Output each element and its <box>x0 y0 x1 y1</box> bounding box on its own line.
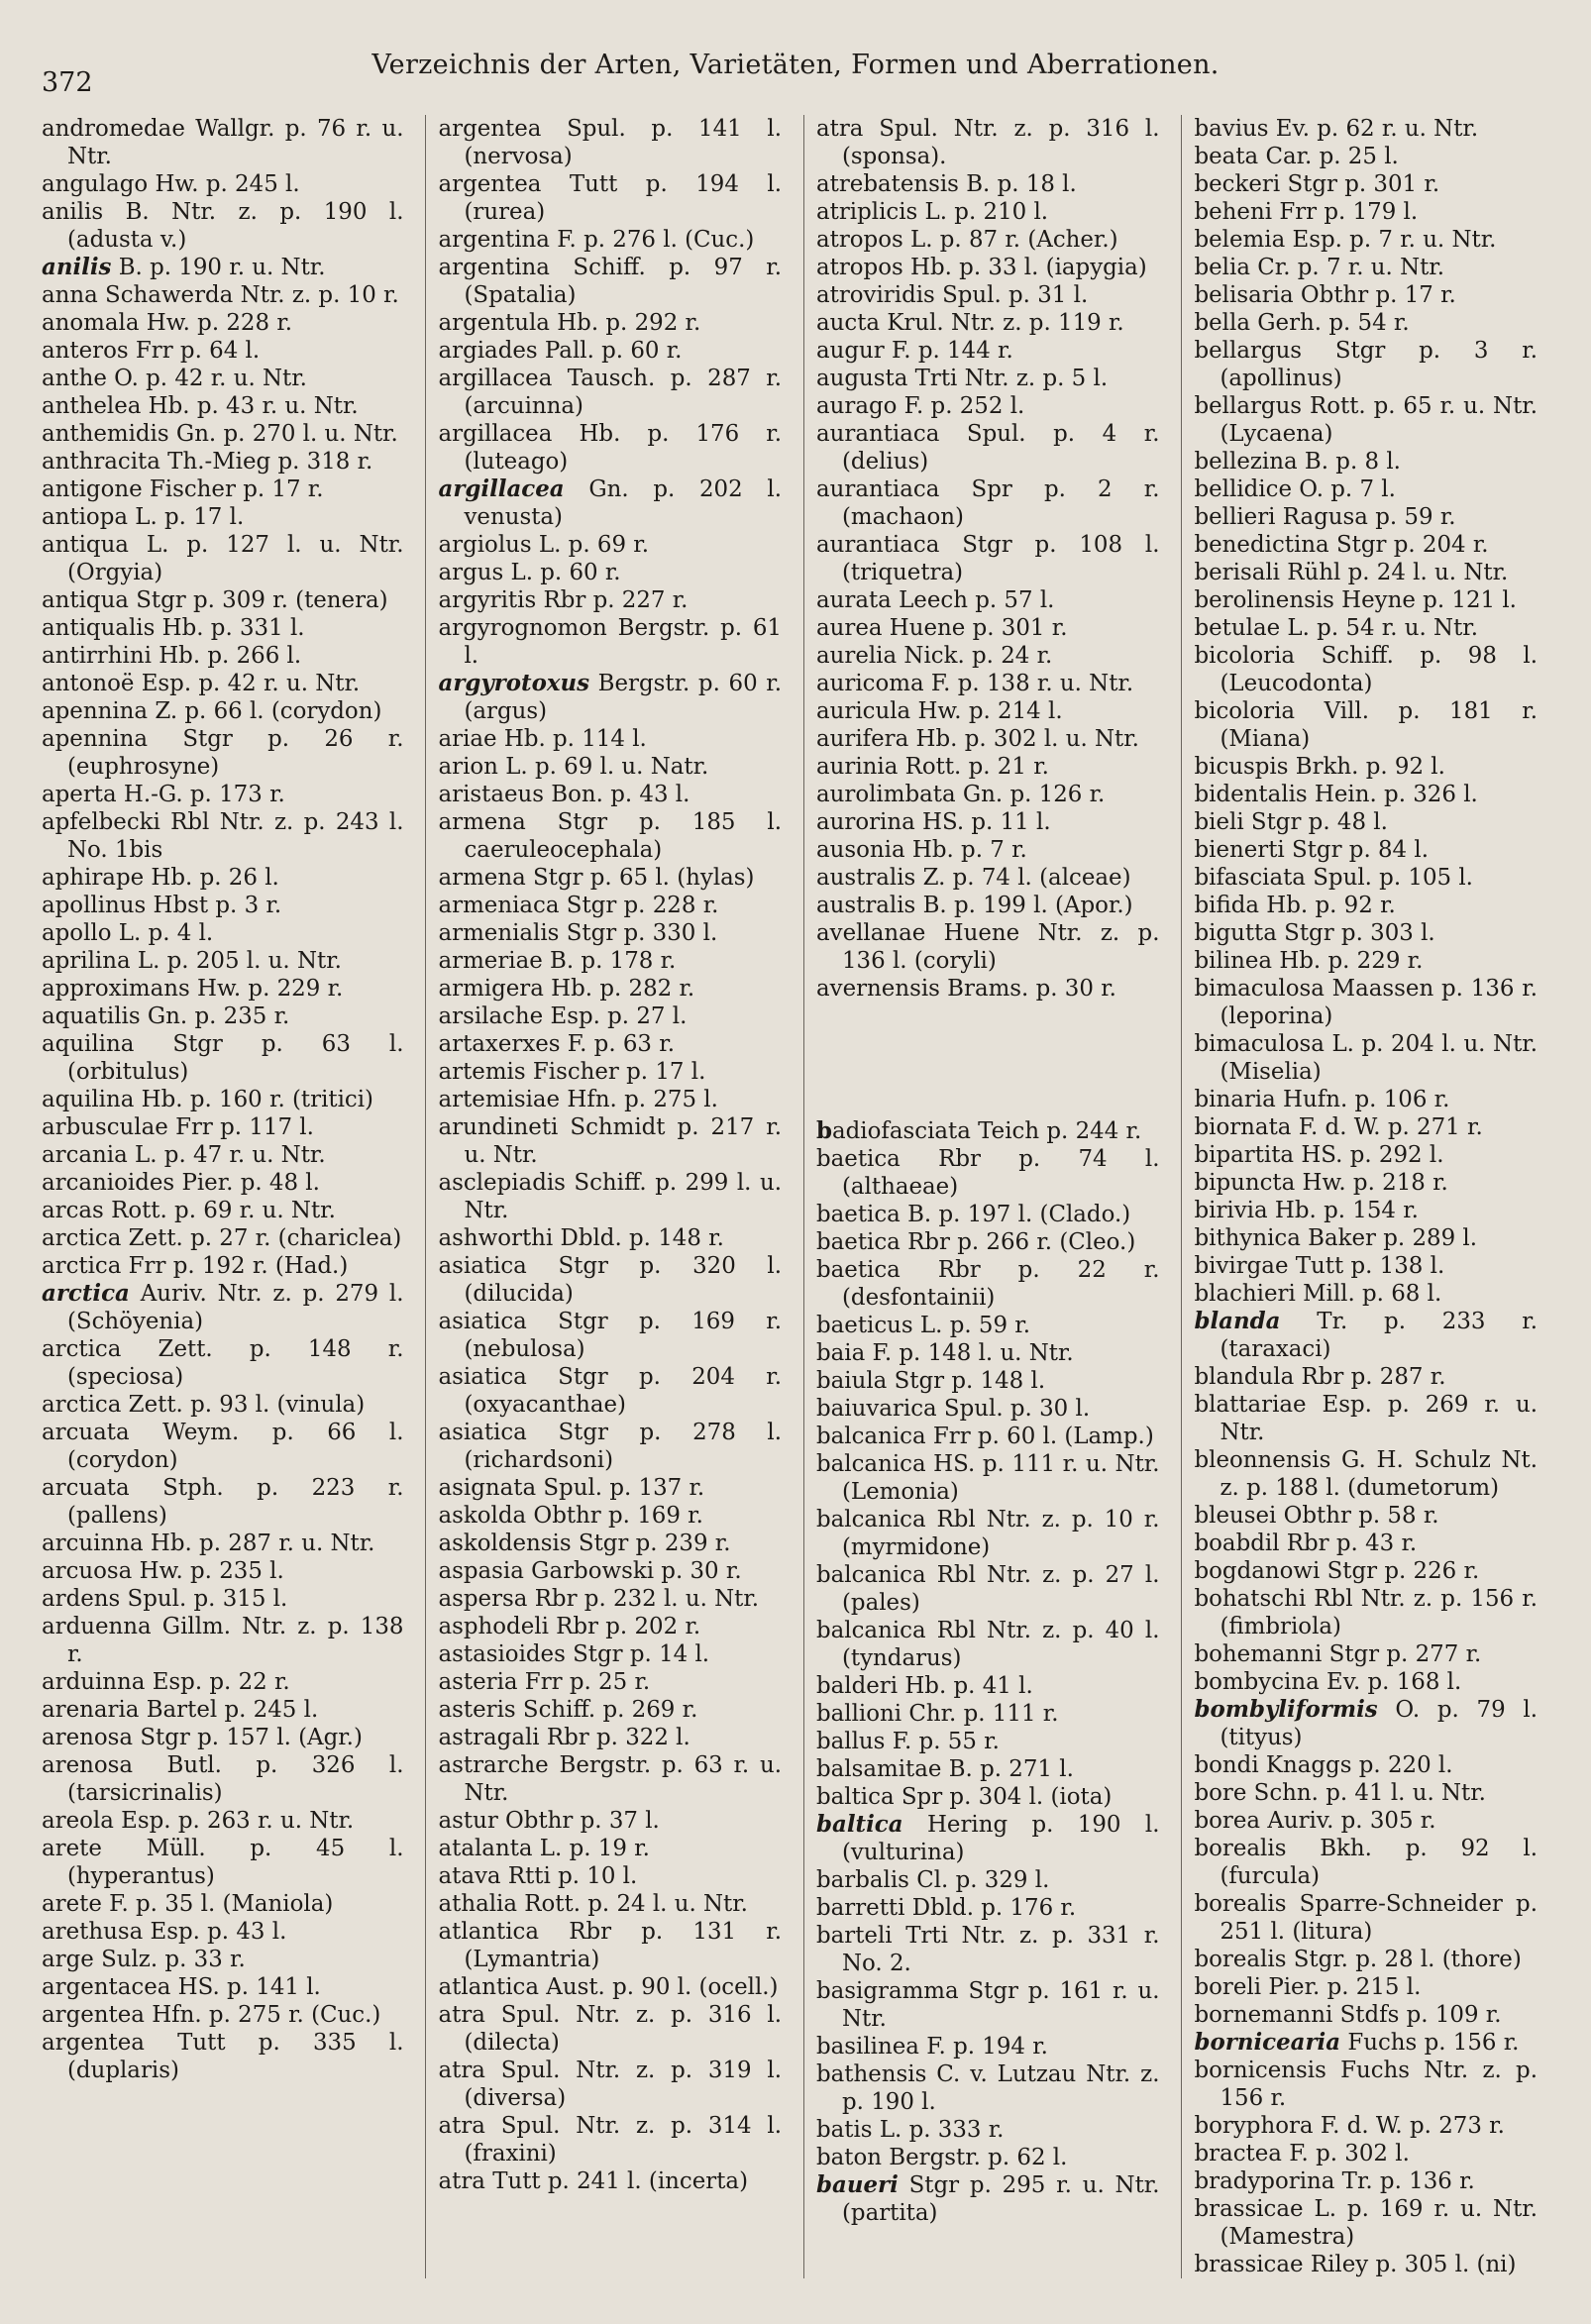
index-entry: beata Car. p. 25 l. <box>1194 144 1399 169</box>
index-entry: andromedae Wallgr. p. 76 r. u. Ntr. <box>42 116 404 169</box>
index-entry: australis Z. p. 74 l. (alceae) <box>815 865 1131 891</box>
index-entry: arenosa Stgr p. 157 l. (Agr.) <box>42 1725 363 1750</box>
index-entry: bleonnensis G. H. Schulz Nt. z. p. 188 l. (dumetorum) <box>1194 1447 1538 1501</box>
index-entry: balsamitae B. p. 271 l. <box>815 1756 1074 1782</box>
index-entry: atra Spul. Ntr. z. p. 319 l. (diversa) <box>438 2058 782 2111</box>
index-columns <box>40 115 1551 2278</box>
index-entry: armena Stgr p. 65 l. (hylas) <box>438 865 755 891</box>
index-entry: aprilina L. p. 205 l. u. Ntr. <box>42 948 342 974</box>
index-entry: anthelea Hb. p. 43 r. u. Ntr. <box>42 393 359 419</box>
index-entry: aperta H.-G. p. 173 r. <box>42 782 285 807</box>
index-entry: armeriae B. p. 178 r. <box>438 948 677 974</box>
index-entry: aquilina Stgr p. 63 l. (orbitulus) <box>42 1031 404 1085</box>
index-entry: aurorina HS. p. 11 l. <box>815 809 1051 835</box>
index-entry: argyrotoxus Bergstr. p. 60 r. (argus) <box>438 670 782 724</box>
index-entry: argus L. p. 60 r. <box>438 560 621 585</box>
index-entry: anomala Hw. p. 228 r. <box>42 310 293 336</box>
index-entry: antiqua Stgr p. 309 r. (tenera) <box>42 587 388 613</box>
index-entry: artemis Fischer p. 17 l. <box>438 1059 706 1085</box>
index-entry: asteris Schiff. p. 269 r. <box>438 1697 698 1723</box>
index-entry: basigramma Stgr p. 161 r. u. Ntr. <box>815 1978 1160 2032</box>
index-entry: anthemidis Gn. p. 270 l. u. Ntr. <box>42 421 398 447</box>
index-entry: atra Spul. Ntr. z. p. 316 l. (dilecta) <box>438 2002 782 2056</box>
index-entry: bellargus Stgr p. 3 r. (apollinus) <box>1194 338 1538 391</box>
index-entry: auricula Hw. p. 214 l. <box>815 698 1063 724</box>
index-entry: avellanae Huene Ntr. z. p. 136 l. (coryli) <box>815 920 1160 974</box>
index-entry: argillacea Hb. p. 176 r. (luteago) <box>438 421 782 475</box>
index-entry: atlantica Aust. p. 90 l. (ocell.) <box>438 1974 779 2000</box>
index-entry: bellezina B. p. 8 l. <box>1194 449 1401 475</box>
index-entry: arctica Zett. p. 27 r. (chariclea) <box>42 1225 402 1251</box>
index-entry: apennina Z. p. 66 l. (corydon) <box>42 698 382 724</box>
index-entry: aucta Krul. Ntr. z. p. 119 r. <box>815 310 1124 336</box>
index-entry: asignata Spul. p. 137 r. <box>438 1475 705 1501</box>
index-entry: baiuvarica Spul. p. 30 l. <box>815 1396 1091 1422</box>
index-entry: argentacea HS. p. 141 l. <box>42 1974 321 2000</box>
index-entry: baeticus L. p. 59 r. <box>815 1313 1031 1338</box>
index-entry: armigera Hb. p. 282 r. <box>438 976 695 1002</box>
index-entry: baetica Rbr p. 74 l. (althaeae) <box>815 1146 1160 1200</box>
index-entry: bithynica Baker p. 289 l. <box>1194 1225 1478 1251</box>
index-entry: biornata F. d. W. p. 271 r. <box>1194 1114 1483 1140</box>
index-entry: asiatica Stgr p. 204 r. (oxyacanthae) <box>438 1364 782 1418</box>
index-entry: antirrhini Hb. p. 266 l. <box>42 643 302 669</box>
index-entry: atava Rtti p. 10 l. <box>438 1863 638 1889</box>
index-entry: bavius Ev. p. 62 r. u. Ntr. <box>1194 116 1479 142</box>
index-entry: baetica Rbr p. 22 r. (desfontainii) <box>815 1257 1160 1311</box>
index-entry: argentea Tutt p. 335 l. (duplaris) <box>42 2030 404 2083</box>
column-1 <box>40 115 417 2278</box>
index-entry: argyritis Rbr p. 227 r. <box>438 587 689 613</box>
index-entry: bicoloria Schiff. p. 98 l. (Leucodonta) <box>1194 643 1538 696</box>
index-entry: aurelia Nick. p. 24 r. <box>815 643 1053 669</box>
index-entry: aurago F. p. 252 l. <box>815 393 1025 419</box>
index-entry: arcuosa Hw. p. 235 l. <box>42 1558 284 1584</box>
index-entry: ariae Hb. p. 114 l. <box>438 726 647 752</box>
index-entry: argentula Hb. p. 292 r. <box>438 310 701 336</box>
index-entry: arundineti Schmidt p. 217 r. u. Ntr. <box>438 1114 782 1168</box>
index-entry: apfelbecki Rbl Ntr. z. p. 243 l. No. 1bis <box>42 809 404 863</box>
index-entry: aphirape Hb. p. 26 l. <box>42 865 279 891</box>
index-entry: angulago Hw. p. 245 l. <box>42 171 300 197</box>
index-entry: aurantiaca Spul. p. 4 r. (delius) <box>815 421 1160 475</box>
index-entry: augur F. p. 144 r. <box>815 338 1013 364</box>
index-entry: atropos Hb. p. 33 l. (iapygia) <box>815 255 1147 280</box>
index-entry: armeniaca Stgr p. 228 r. <box>438 893 719 918</box>
index-entry: badiofasciata Teich p. 244 r. <box>815 1117 1142 1144</box>
index-entry: ashworthi Dbld. p. 148 r. <box>438 1225 724 1251</box>
index-entry: augusta Trti Ntr. z. p. 5 l. <box>815 366 1109 391</box>
index-entry: aurantiaca Spr p. 2 r. (machaon) <box>815 476 1160 530</box>
index-entry: barretti Dbld. p. 176 r. <box>815 1895 1077 1921</box>
index-entry: balcanica Rbl Ntr. z. p. 10 r. (myrmidone) <box>815 1507 1160 1560</box>
index-entry: aurolimbata Gn. p. 126 r. <box>815 782 1106 807</box>
index-entry: belemia Esp. p. 7 r. u. Ntr. <box>1194 227 1497 253</box>
index-entry: atra Spul. Ntr. z. p. 314 l. (fraxini) <box>438 2113 782 2166</box>
index-entry: barteli Trti Ntr. z. p. 331 r. No. 2. <box>815 1923 1160 1976</box>
index-entry: argentea Hfn. p. 275 r. (Cuc.) <box>42 2002 381 2028</box>
index-entry: astrarche Bergstr. p. 63 r. u. Ntr. <box>438 1752 782 1806</box>
index-entry: blandula Rbr p. 287 r. <box>1194 1364 1446 1390</box>
index-entry: belia Cr. p. 7 r. u. Ntr. <box>1194 255 1444 280</box>
index-entry: bohatschi Rbl Ntr. z. p. 156 r. (fimbriola) <box>1194 1586 1538 1639</box>
index-entry: bleusei Obthr p. 58 r. <box>1194 1503 1439 1529</box>
index-entry: aquatilis Gn. p. 235 r. <box>42 1004 290 1029</box>
index-entry: askoldensis Stgr p. 239 r. <box>438 1531 731 1556</box>
index-entry: berolinensis Heyne p. 121 l. <box>1194 587 1517 613</box>
index-entry: arenosa Butl. p. 326 l. (tarsicrinalis) <box>42 1752 404 1806</box>
index-entry: anthe O. p. 42 r. u. Ntr. <box>42 366 307 391</box>
index-entry: arete F. p. 35 l. (Maniola) <box>42 1891 334 1917</box>
index-entry: antonoë Esp. p. 42 r. u. Ntr. <box>42 671 361 696</box>
index-entry: borealis Sparre-Schneider p. 251 l. (litura) <box>1194 1891 1538 1945</box>
index-entry: argentea Tutt p. 194 l. (rurea) <box>438 171 782 225</box>
index-entry: baltica Spr p. 304 l. (iota) <box>815 1784 1113 1810</box>
index-entry: blachieri Mill. p. 68 l. <box>1194 1281 1442 1307</box>
index-entry: anthracita Th.-Mieg p. 318 r. <box>42 449 373 475</box>
index-entry: arduinna Esp. p. 22 r. <box>42 1669 290 1695</box>
index-entry: anilis B. p. 190 r. u. Ntr. <box>42 254 326 280</box>
index-entry: asiatica Stgr p. 169 r. (nebulosa) <box>438 1309 782 1362</box>
column-2 <box>425 115 796 2278</box>
index-entry: aurata Leech p. 57 l. <box>815 587 1055 613</box>
index-entry: atropos L. p. 87 r. (Acher.) <box>815 227 1118 253</box>
index-entry: aurantiaca Stgr p. 108 l. (triquetra) <box>815 532 1160 585</box>
index-entry: brassicae L. p. 169 r. u. Ntr. (Mamestra) <box>1194 2196 1538 2250</box>
index-entry: bieli Stgr p. 48 l. <box>1194 809 1388 835</box>
index-entry: asphodeli Rbr p. 202 r. <box>438 1614 701 1639</box>
index-entry: bathensis C. v. Lutzau Ntr. z. p. 190 l. <box>815 2061 1160 2115</box>
column-4 <box>1181 115 1551 2278</box>
index-entry: anilis B. Ntr. z. p. 190 l. (adusta v.) <box>42 199 404 253</box>
page-header <box>40 50 1551 101</box>
index-entry: asteria Frr p. 25 r. <box>438 1669 651 1695</box>
index-entry: blattariae Esp. p. 269 r. u. Ntr. <box>1194 1392 1538 1445</box>
index-entry: arcuata Weym. p. 66 l. (corydon) <box>42 1420 404 1473</box>
index-entry: bimaculosa Maassen p. 136 r. (leporina) <box>1194 976 1538 1029</box>
index-entry: aspasia Garbowski p. 30 r. <box>438 1558 742 1584</box>
index-entry: askolda Obthr p. 169 r. <box>438 1503 703 1529</box>
index-entry: atriplicis L. p. 210 l. <box>815 199 1049 225</box>
index-entry: australis B. p. 199 l. (Apor.) <box>815 893 1133 918</box>
index-entry: anteros Frr p. 64 l. <box>42 338 261 364</box>
index-entry: athalia Rott. p. 24 l. u. Ntr. <box>438 1891 748 1917</box>
index-entry: arcuinna Hb. p. 287 r. u. Ntr. <box>42 1531 375 1556</box>
index-entry: basilinea F. p. 194 r. <box>815 2034 1048 2060</box>
index-entry: bombycina Ev. p. 168 l. <box>1194 1669 1462 1695</box>
index-entry: bellidice O. p. 7 l. <box>1194 476 1396 502</box>
index-entry: ballioni Chr. p. 111 r. <box>815 1701 1059 1727</box>
index-entry: boabdil Rbr p. 43 r. <box>1194 1531 1418 1556</box>
index-entry: bogdanowi Stgr p. 226 r. <box>1194 1558 1480 1584</box>
index-entry: antiqua L. p. 127 l. u. Ntr. (Orgyia) <box>42 532 404 585</box>
index-entry: aquilina Hb. p. 160 r. (tritici) <box>42 1087 373 1112</box>
index-entry: bornicensis Fuchs Ntr. z. p. 156 r. <box>1194 2058 1538 2111</box>
index-entry: arcuata Stph. p. 223 r. (pallens) <box>42 1475 404 1529</box>
index-entry: binaria Hufn. p. 106 r. <box>1194 1087 1450 1112</box>
index-entry: arenaria Bartel p. 245 l. <box>42 1697 319 1723</box>
index-entry: bimaculosa L. p. 204 l. u. Ntr. (Miselia) <box>1194 1031 1538 1085</box>
index-entry: baetica Rbr p. 266 r. (Cleo.) <box>815 1229 1136 1255</box>
index-entry: arion L. p. 69 l. u. Natr. <box>438 754 709 780</box>
index-entry: arctica Zett. p. 148 r. (speciosa) <box>42 1336 404 1390</box>
index-entry: bifasciata Spul. p. 105 l. <box>1194 865 1473 891</box>
index-entry: astasioides Stgr p. 14 l. <box>438 1641 710 1667</box>
index-entry: arsilache Esp. p. 27 l. <box>438 1004 688 1029</box>
index-entry: benedictina Stgr p. 204 r. <box>1194 532 1489 558</box>
index-entry: arbusculae Frr p. 117 l. <box>42 1114 314 1140</box>
index-entry: aristaeus Bon. p. 43 l. <box>438 782 690 807</box>
index-entry: balcanica HS. p. 111 r. u. Ntr. (Lemonia) <box>815 1451 1160 1505</box>
index-entry: bipartita HS. p. 292 l. <box>1194 1142 1444 1168</box>
index-entry: bifida Hb. p. 92 r. <box>1194 893 1396 918</box>
index-entry: beheni Frr p. 179 l. <box>1194 199 1419 225</box>
index-entry: asclepiadis Schiff. p. 299 l. u. Ntr. <box>438 1170 782 1223</box>
index-entry: arete Müll. p. 45 l. (hyperantus) <box>42 1836 404 1889</box>
index-entry: bractea F. p. 302 l. <box>1194 2141 1410 2166</box>
index-entry: arcania L. p. 47 r. u. Ntr. <box>42 1142 326 1168</box>
index-entry: batis L. p. 333 r. <box>815 2117 1005 2143</box>
index-entry: baueri Stgr p. 295 r. u. Ntr. (partita) <box>815 2171 1160 2226</box>
running-title: Verzeichnis der Arten, Varietäten, Formen und Aberrationen. <box>371 50 1220 80</box>
index-entry: ballus F. p. 55 r. <box>815 1729 1000 1754</box>
index-entry: argillacea Gn. p. 202 l. venusta) <box>438 475 782 530</box>
index-entry: baetica B. p. 197 l. (Clado.) <box>815 1202 1131 1227</box>
index-entry: arctica Frr p. 192 r. (Had.) <box>42 1253 349 1279</box>
page-number: 372 <box>42 67 93 98</box>
index-entry: aurea Huene p. 301 r. <box>815 615 1068 641</box>
index-entry: bellieri Ragusa p. 59 r. <box>1194 504 1456 530</box>
index-entry: borea Auriv. p. 305 r. <box>1194 1808 1436 1834</box>
index-entry: ardens Spul. p. 315 l. <box>42 1586 288 1612</box>
index-entry: bornemanni Stdfs p. 109 r. <box>1194 2002 1502 2028</box>
index-entry: auricoma F. p. 138 r. u. Ntr. <box>815 671 1134 696</box>
index-entry: artemisiae Hfn. p. 275 l. <box>438 1087 718 1112</box>
index-entry: astur Obthr p. 37 l. <box>438 1808 660 1834</box>
index-entry: argiolus L. p. 69 r. <box>438 532 649 558</box>
index-entry: borealis Bkh. p. 92 l. (furcula) <box>1194 1836 1538 1889</box>
index-entry: bondi Knaggs p. 220 l. <box>1194 1752 1453 1778</box>
index-entry: apennina Stgr p. 26 r. (euphrosyne) <box>42 726 404 780</box>
index-entry: blanda Tr. p. 233 r. (taraxaci) <box>1194 1308 1538 1362</box>
index-entry: asiatica Stgr p. 320 l. (dilucida) <box>438 1253 782 1307</box>
index-entry: arduenna Gillm. Ntr. z. p. 138 r. <box>42 1614 404 1667</box>
index-entry: baia F. p. 148 l. u. Ntr. <box>815 1340 1074 1366</box>
index-entry: bienerti Stgr p. 84 l. <box>1194 837 1429 863</box>
index-entry: aurifera Hb. p. 302 l. u. Ntr. <box>815 726 1139 752</box>
index-entry: bore Schn. p. 41 l. u. Ntr. <box>1194 1780 1486 1806</box>
index-entry: berisali Rühl p. 24 l. u. Ntr. <box>1194 560 1509 585</box>
column-3 <box>803 115 1174 2278</box>
index-entry: arethusa Esp. p. 43 l. <box>42 1919 287 1945</box>
index-entry: balcanica Rbl Ntr. z. p. 27 l. (pales) <box>815 1562 1160 1616</box>
index-entry: bicoloria Vill. p. 181 r. (Miana) <box>1194 698 1538 752</box>
index-entry: betulae L. p. 54 r. u. Ntr. <box>1194 615 1478 641</box>
index-entry: areola Esp. p. 263 r. u. Ntr. <box>42 1808 355 1834</box>
index-entry: bellargus Rott. p. 65 r. u. Ntr. (Lycaena) <box>1194 393 1538 447</box>
index-entry: approximans Hw. p. 229 r. <box>42 976 344 1002</box>
index-entry: bilinea Hb. p. 229 r. <box>1194 948 1424 974</box>
index-entry: arcanioides Pier. p. 48 l. <box>42 1170 320 1196</box>
index-entry: bidentalis Hein. p. 326 l. <box>1194 782 1478 807</box>
index-entry: antiopa L. p. 17 l. <box>42 504 245 530</box>
index-entry: atroviridis Spul. p. 31 l. <box>815 282 1089 308</box>
index-entry: atlantica Rbr p. 131 r. (Lymantria) <box>438 1919 782 1972</box>
index-entry: bombyliformis O. p. 79 l. (tityus) <box>1194 1696 1538 1750</box>
index-entry: artaxerxes F. p. 63 r. <box>438 1031 675 1057</box>
index-entry: bohemanni Stgr p. 277 r. <box>1194 1641 1482 1667</box>
index-entry: argentina F. p. 276 l. (Cuc.) <box>438 227 755 253</box>
index-entry: borealis Stgr. p. 28 l. (thore) <box>1194 1947 1522 1972</box>
index-entry: bornicearia Fuchs p. 156 r. <box>1194 2029 1520 2056</box>
index-entry: barbalis Cl. p. 329 l. <box>815 1867 1050 1893</box>
index-entry: arctica Auriv. Ntr. z. p. 279 l. (Schöyenia) <box>42 1280 404 1334</box>
index-entry: astragali Rbr p. 322 l. <box>438 1725 690 1750</box>
index-entry: argiades Pall. p. 60 r. <box>438 338 683 364</box>
index-entry: bipuncta Hw. p. 218 r. <box>1194 1170 1448 1196</box>
index-entry: balderi Hb. p. 41 l. <box>815 1673 1033 1699</box>
index-entry: bicuspis Brkh. p. 92 l. <box>1194 754 1445 780</box>
index-entry: armenialis Stgr p. 330 l. <box>438 920 718 946</box>
index-entry: atrebatensis B. p. 18 l. <box>815 171 1077 197</box>
index-entry: atalanta L. p. 19 r. <box>438 1836 650 1861</box>
index-entry: baiula Stgr p. 148 l. <box>815 1368 1046 1394</box>
index-entry: ausonia Hb. p. 7 r. <box>815 837 1027 863</box>
index-entry: asiatica Stgr p. 278 l. (richardsoni) <box>438 1420 782 1473</box>
index-entry: argentea Spul. p. 141 l. (nervosa) <box>438 116 782 169</box>
index-entry: boryphora F. d. W. p. 273 r. <box>1194 2113 1505 2139</box>
index-entry: avernensis Brams. p. 30 r. <box>815 976 1116 1002</box>
index-entry: antiqualis Hb. p. 331 l. <box>42 615 305 641</box>
index-entry: aspersa Rbr p. 232 l. u. Ntr. <box>438 1586 760 1612</box>
index-entry: apollinus Hbst p. 3 r. <box>42 893 282 918</box>
index-entry: balcanica Frr p. 60 l. (Lamp.) <box>815 1424 1154 1449</box>
index-entry: aurinia Rott. p. 21 r. <box>815 754 1049 780</box>
section-spacer <box>816 1018 1160 1102</box>
index-entry: brassicae Riley p. 305 l. (ni) <box>1194 2252 1517 2277</box>
index-entry: arge Sulz. p. 33 r. <box>42 1947 246 1972</box>
index-entry: antigone Fischer p. 17 r. <box>42 476 324 502</box>
index-entry: bradyporina Tr. p. 136 r. <box>1194 2168 1475 2194</box>
index-entry: apollo L. p. 4 l. <box>42 920 214 946</box>
index-entry: belisaria Obthr p. 17 r. <box>1194 282 1456 308</box>
index-entry: argyrognomon Bergstr. p. 61 l. <box>438 615 782 669</box>
index-entry: arctica Zett. p. 93 l. (vinula) <box>42 1392 366 1418</box>
index-entry: boreli Pier. p. 215 l. <box>1194 1974 1422 2000</box>
index-entry: birivia Hb. p. 154 r. <box>1194 1198 1419 1223</box>
index-entry: argentina Schiff. p. 97 r. (Spatalia) <box>438 255 782 308</box>
index-entry: armena Stgr p. 185 l. caeruleocephala) <box>438 809 782 863</box>
index-entry: arcas Rott. p. 69 r. u. Ntr. <box>42 1198 336 1223</box>
index-entry: bivirgae Tutt p. 138 l. <box>1194 1253 1445 1279</box>
index-entry: beckeri Stgr p. 301 r. <box>1194 171 1440 197</box>
index-entry: atra Spul. Ntr. z. p. 316 l. (sponsa). <box>815 116 1160 169</box>
index-entry: argillacea Tausch. p. 287 r. (arcuinna) <box>438 366 782 419</box>
index-entry: anna Schawerda Ntr. z. p. 10 r. <box>42 282 399 308</box>
index-entry: bella Gerh. p. 54 r. <box>1194 310 1410 336</box>
index-entry: baltica Hering p. 190 l. (vulturina) <box>815 1811 1160 1865</box>
index-entry: atra Tutt p. 241 l. (incerta) <box>438 2168 749 2194</box>
index-entry: bigutta Stgr p. 303 l. <box>1194 920 1435 946</box>
index-entry: balcanica Rbl Ntr. z. p. 40 l. (tyndarus) <box>815 1618 1160 1671</box>
index-entry: baton Bergstr. p. 62 l. <box>815 2145 1068 2170</box>
